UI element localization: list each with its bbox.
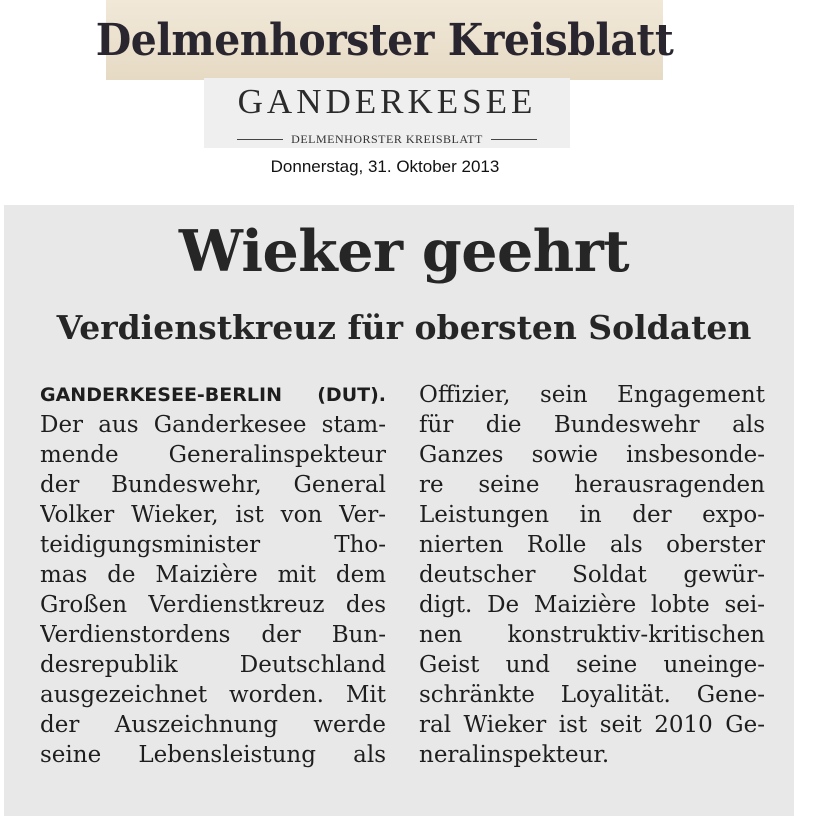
publication-date: Donnerstag, 31. Oktober 2013 [270,157,500,176]
article-line: ral Wieker ist seit 2010 Ge- [419,712,765,738]
edition-name: GANDERKESEE [237,82,537,121]
article-headline: Wieker geehrt [178,218,630,285]
article-line: Der aus Ganderkesee stam- [40,412,386,438]
article-column-right [419,380,765,770]
article-line: mende Generalinspekteur [40,442,386,468]
article-column-left [40,380,386,770]
masthead-title: Delmenhorster Kreisblatt [95,14,674,66]
article-line: Verdienstordens der Bun- [40,622,386,648]
article-line: re seine herausragenden [419,472,765,498]
article-line: schränkte Loyalität. Gene- [419,682,765,708]
edition-subtitle [204,130,570,148]
article-line: für die Bundeswehr als [419,412,765,438]
article-line: neralinspekteur. [419,742,610,768]
article-line: digt. De Maizière lobte sei- [419,592,765,618]
article-line: Offizier, sein Engagement [419,382,765,408]
article-line: Großen Verdienstkreuz des [40,592,386,618]
article-dateline: GANDERKESEE-BERLIN (DUT). [40,384,386,406]
article-line: Geist und seine uneinge- [419,652,765,678]
article-line: Volker Wieker, ist von Ver- [40,502,386,528]
article-line: Ganzes sowie insbesonde- [419,442,765,468]
edition-rule-left [237,139,283,140]
article-line: der Auszeichnung werde [40,712,386,738]
article-line: ausgezeichnet worden. Mit [40,682,386,708]
article-line: deutscher Soldat gewür- [419,562,765,588]
article-line: desrepublik Deutschland [40,652,386,678]
article-line: mas de Maizière mit dem [40,562,386,588]
article-line: teidigungsminister Tho- [40,532,386,558]
article-line: Leistungen in der expo- [419,502,765,528]
article-subheadline: Verdienstkreuz für obersten Soldaten [56,308,752,347]
article-line: nierten Rolle als oberster [419,532,765,558]
article-line: nen konstruktiv-kritischen [419,622,765,648]
edition-rule-right [491,139,537,140]
masthead-banner [95,0,674,80]
edition-box [204,78,570,148]
article-line: seine Lebensleistung als [40,742,386,768]
edition-subtitle-text: DELMENHORSTER KREISBLATT [291,131,483,146]
article-line: der Bundeswehr, General [40,472,386,498]
